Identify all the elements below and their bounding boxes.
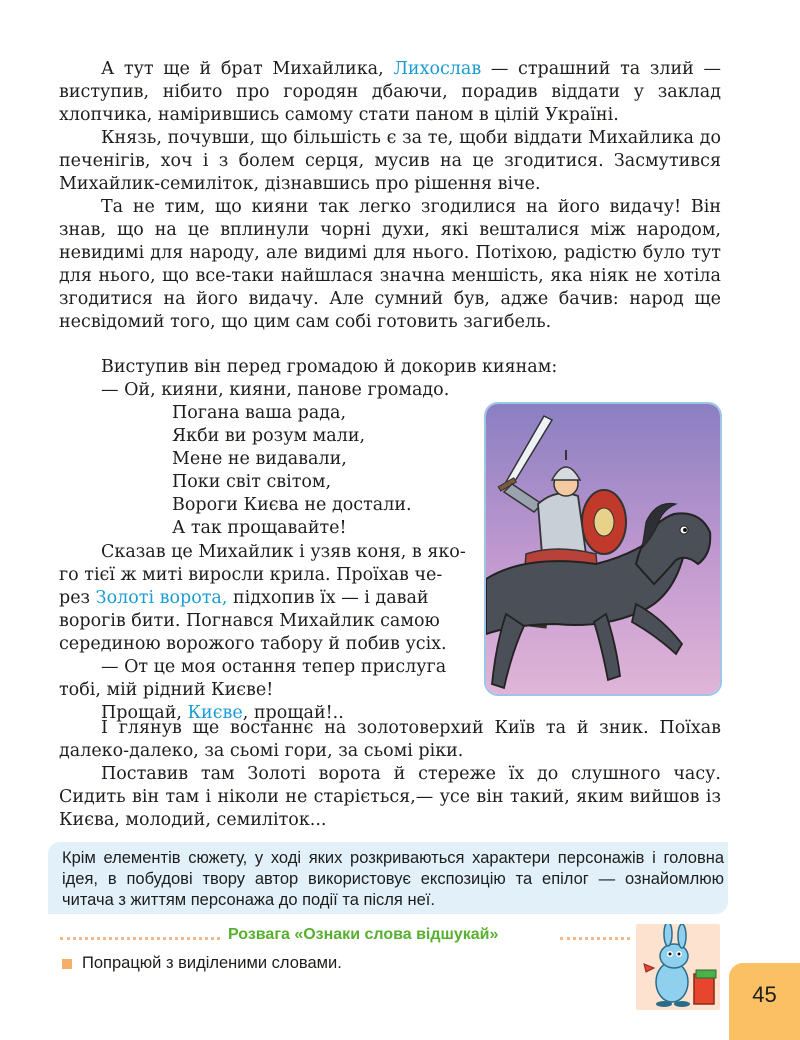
poem-line: Погана ваша рада,: [172, 403, 347, 423]
paragraph-lykhoslav: А тут ще й брат Михайлика, Лихослав — страшний та злий — виступив, нібито про городян дбаючи, порадив віддати у заклад хлопчика, намірившись самому стати паном в цілій Україні.: [59, 59, 722, 125]
poem-line: Вороги Києва не достали.: [172, 495, 412, 515]
highlighted-word-kyieve[interactable]: Києве: [187, 703, 243, 723]
page-number: 45: [752, 982, 777, 1007]
wrapped-line: Сказав це Михайлик і узяв коня, в яко-: [101, 542, 466, 562]
info-box-text: Крім елементів сюжету, у ході яких розкриваються характери персонажів і головна ідея, в побудові твору автор використовує експозицію та епілог — ознайомлюю читача з життям персонажа до події та після неї.: [62, 849, 724, 909]
wrapped-line: Прощай, Києве, прощай!..: [101, 703, 344, 723]
wrapped-line: ворогів бити. Погнався Михайлик самою: [59, 611, 440, 631]
poem-line: Якби ви розум мали,: [172, 426, 366, 446]
poem-line: Поки світ світом,: [172, 472, 332, 492]
warrior-on-horse-icon: [486, 404, 720, 694]
highlighted-word-lykhoslav[interactable]: Лихослав: [393, 59, 482, 79]
rozvaga-title: Розвага «Ознаки слова відшукай»: [228, 926, 499, 943]
wrapped-line: рез Золоті ворота, підхопив їх — і давай: [59, 588, 429, 608]
rozvaga-task: Попрацюй з виділеними словами.: [82, 954, 342, 972]
wrapped-line: го тієї ж миті виросли крила. Проїхав че-: [59, 565, 443, 585]
wrapped-line: — От це моя остання тепер прислуга: [101, 657, 447, 677]
mascot-illustration: [636, 924, 720, 1010]
dotted-divider-left: [60, 937, 220, 940]
wrapped-line: тобі, мій рідний Києве!: [59, 680, 274, 700]
speech-line: — Ой, кияни, кияни, панове громадо.: [101, 380, 450, 400]
dotted-divider-right: [560, 937, 630, 940]
bunny-mascot-icon: [636, 924, 720, 1010]
paragraph-speech-intro: Виступив він перед громадою й докорив киянам:: [101, 357, 558, 377]
highlighted-word-golden-gate[interactable]: Золоті ворота,: [95, 588, 228, 608]
paragraph-dark-spirits: Та не тим, що кияни так легко згодилися на його видачу! Він знав, що на це вплинули чорні духи, які вешталися між народом, невидимі для народу, але видимі для нього. Потіхою, радістю було тут для нього, що все-таки найшлася значна меншість, яка ніяк не хотіла згодитися на його видачу. Але сумний був, адже бачив: народ ще несвідомий того, що цим сам собі готовить загибель.: [59, 197, 721, 332]
wrapped-line: серединою ворожого табору й побив усіх.: [59, 634, 447, 654]
paragraph-prince: Князь, почувши, що більшість є за те, щоби віддати Михайлика до печенігів, хоч і з болем серця, мусив на це згодитися. Засмутився Михайлик-семиліток, дізнавшись про рішення віче.: [59, 128, 721, 194]
poem-line: Мене не видавали,: [172, 449, 347, 469]
poem-line: А так прощавайте!: [172, 518, 347, 538]
bullet-square-icon: [62, 959, 72, 969]
paragraph-golden-gate: Поставив там Золоті ворота й стереже їх до слушного часу. Сидить він там і ніколи не старіється,— усе він такий, яким вийшов із Києва, молодий, семиліток...: [59, 764, 721, 830]
paragraph-kyiv-farewell: І глянув ще востаннє на золотоверхий Київ та й зник. Поїхав далеко-далеко, за сьомі гори, за сьомі ріки.: [59, 718, 721, 761]
warrior-illustration: [484, 402, 722, 696]
